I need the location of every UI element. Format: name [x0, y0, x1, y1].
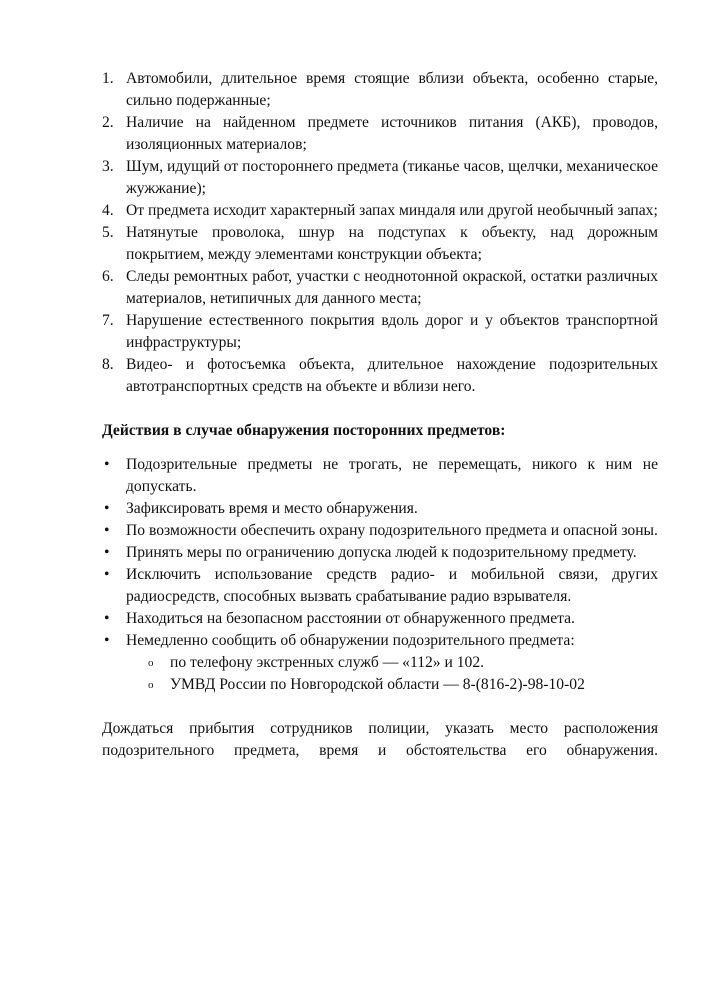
- list-item: 8. Видео- и фотосъемка объекта, длительное нахождение подозрительных автотранспортных средств на объекте и вблизи него.: [102, 356, 658, 395]
- list-item: 3. Шум, идущий от постороннего предмета (тиканье часов, щелчки, механическое жужжание);: [102, 158, 658, 197]
- list-item: • Исключить использование средств радио- и мобильной связи, других радиосредств, способных вызвать срабатывание радио взрывателя.: [104, 566, 658, 605]
- list-item: 7. Нарушение естественного покрытия вдоль дорог и у объектов транспортной инфраструктуры;: [102, 312, 658, 351]
- document-content: [102, 68, 658, 762]
- actions-list: [102, 454, 658, 652]
- bullet-icon: •: [104, 456, 110, 473]
- list-item: o УМВД России по Новгородской области — 8-(816-2)-98-10-02: [102, 674, 658, 696]
- list-item: 1. Автомобили, длительное время стоящие вблизи объекта, особенно старые, сильно подержанные;: [102, 70, 658, 109]
- list-item: 5. Натянутые проволока, шнур на подступах к объекту, над дорожным покрытием, между элементами конструкции объекта;: [102, 224, 658, 263]
- bullet-icon: •: [104, 566, 110, 583]
- list-item: 2. Наличие на найденном предмете источников питания (АКБ), проводов, изоляционных материалов;: [102, 114, 658, 153]
- bullet-icon: •: [104, 544, 110, 561]
- list-item: • Находиться на безопасном расстоянии от обнаруженного предмета.: [102, 608, 658, 630]
- list-item: • Принять меры по ограничению допуска людей к подозрительному предмету.: [102, 542, 658, 564]
- contacts-list: [102, 652, 658, 696]
- list-item: • Зафиксировать время и место обнаружения.: [102, 498, 658, 520]
- bullet-icon: •: [104, 632, 110, 649]
- signs-list: [102, 68, 658, 398]
- actions-heading: Действия в случае обнаружения посторонних предметов:: [102, 422, 506, 439]
- list-item: • Подозрительные предметы не трогать, не перемещать, никого к ним не допускать.: [104, 456, 658, 495]
- final-paragraph: Дождаться прибытия сотрудников полиции, указать место расположения подозрительного предмета, время и обстоятельства его обнаружения.: [102, 720, 658, 759]
- bullet-icon: •: [104, 610, 110, 627]
- list-item: • Немедленно сообщить об обнаружении подозрительного предмета:: [102, 630, 658, 652]
- list-item: 6. Следы ремонтных работ, участки с неоднотонной окраской, остатки различных материалов, нетипичных для данного места;: [102, 268, 658, 307]
- list-item: o по телефону экстренных служб — «112» и 102.: [102, 652, 658, 674]
- circle-bullet-icon: o: [148, 679, 154, 691]
- bullet-icon: •: [104, 500, 110, 517]
- circle-bullet-icon: o: [148, 657, 154, 669]
- bullet-icon: •: [104, 522, 110, 539]
- list-item: • По возможности обеспечить охрану подозрительного предмета и опасной зоны.: [102, 520, 658, 542]
- list-item: 4. От предмета исходит характерный запах миндаля или другой необычный запах;: [102, 202, 658, 219]
